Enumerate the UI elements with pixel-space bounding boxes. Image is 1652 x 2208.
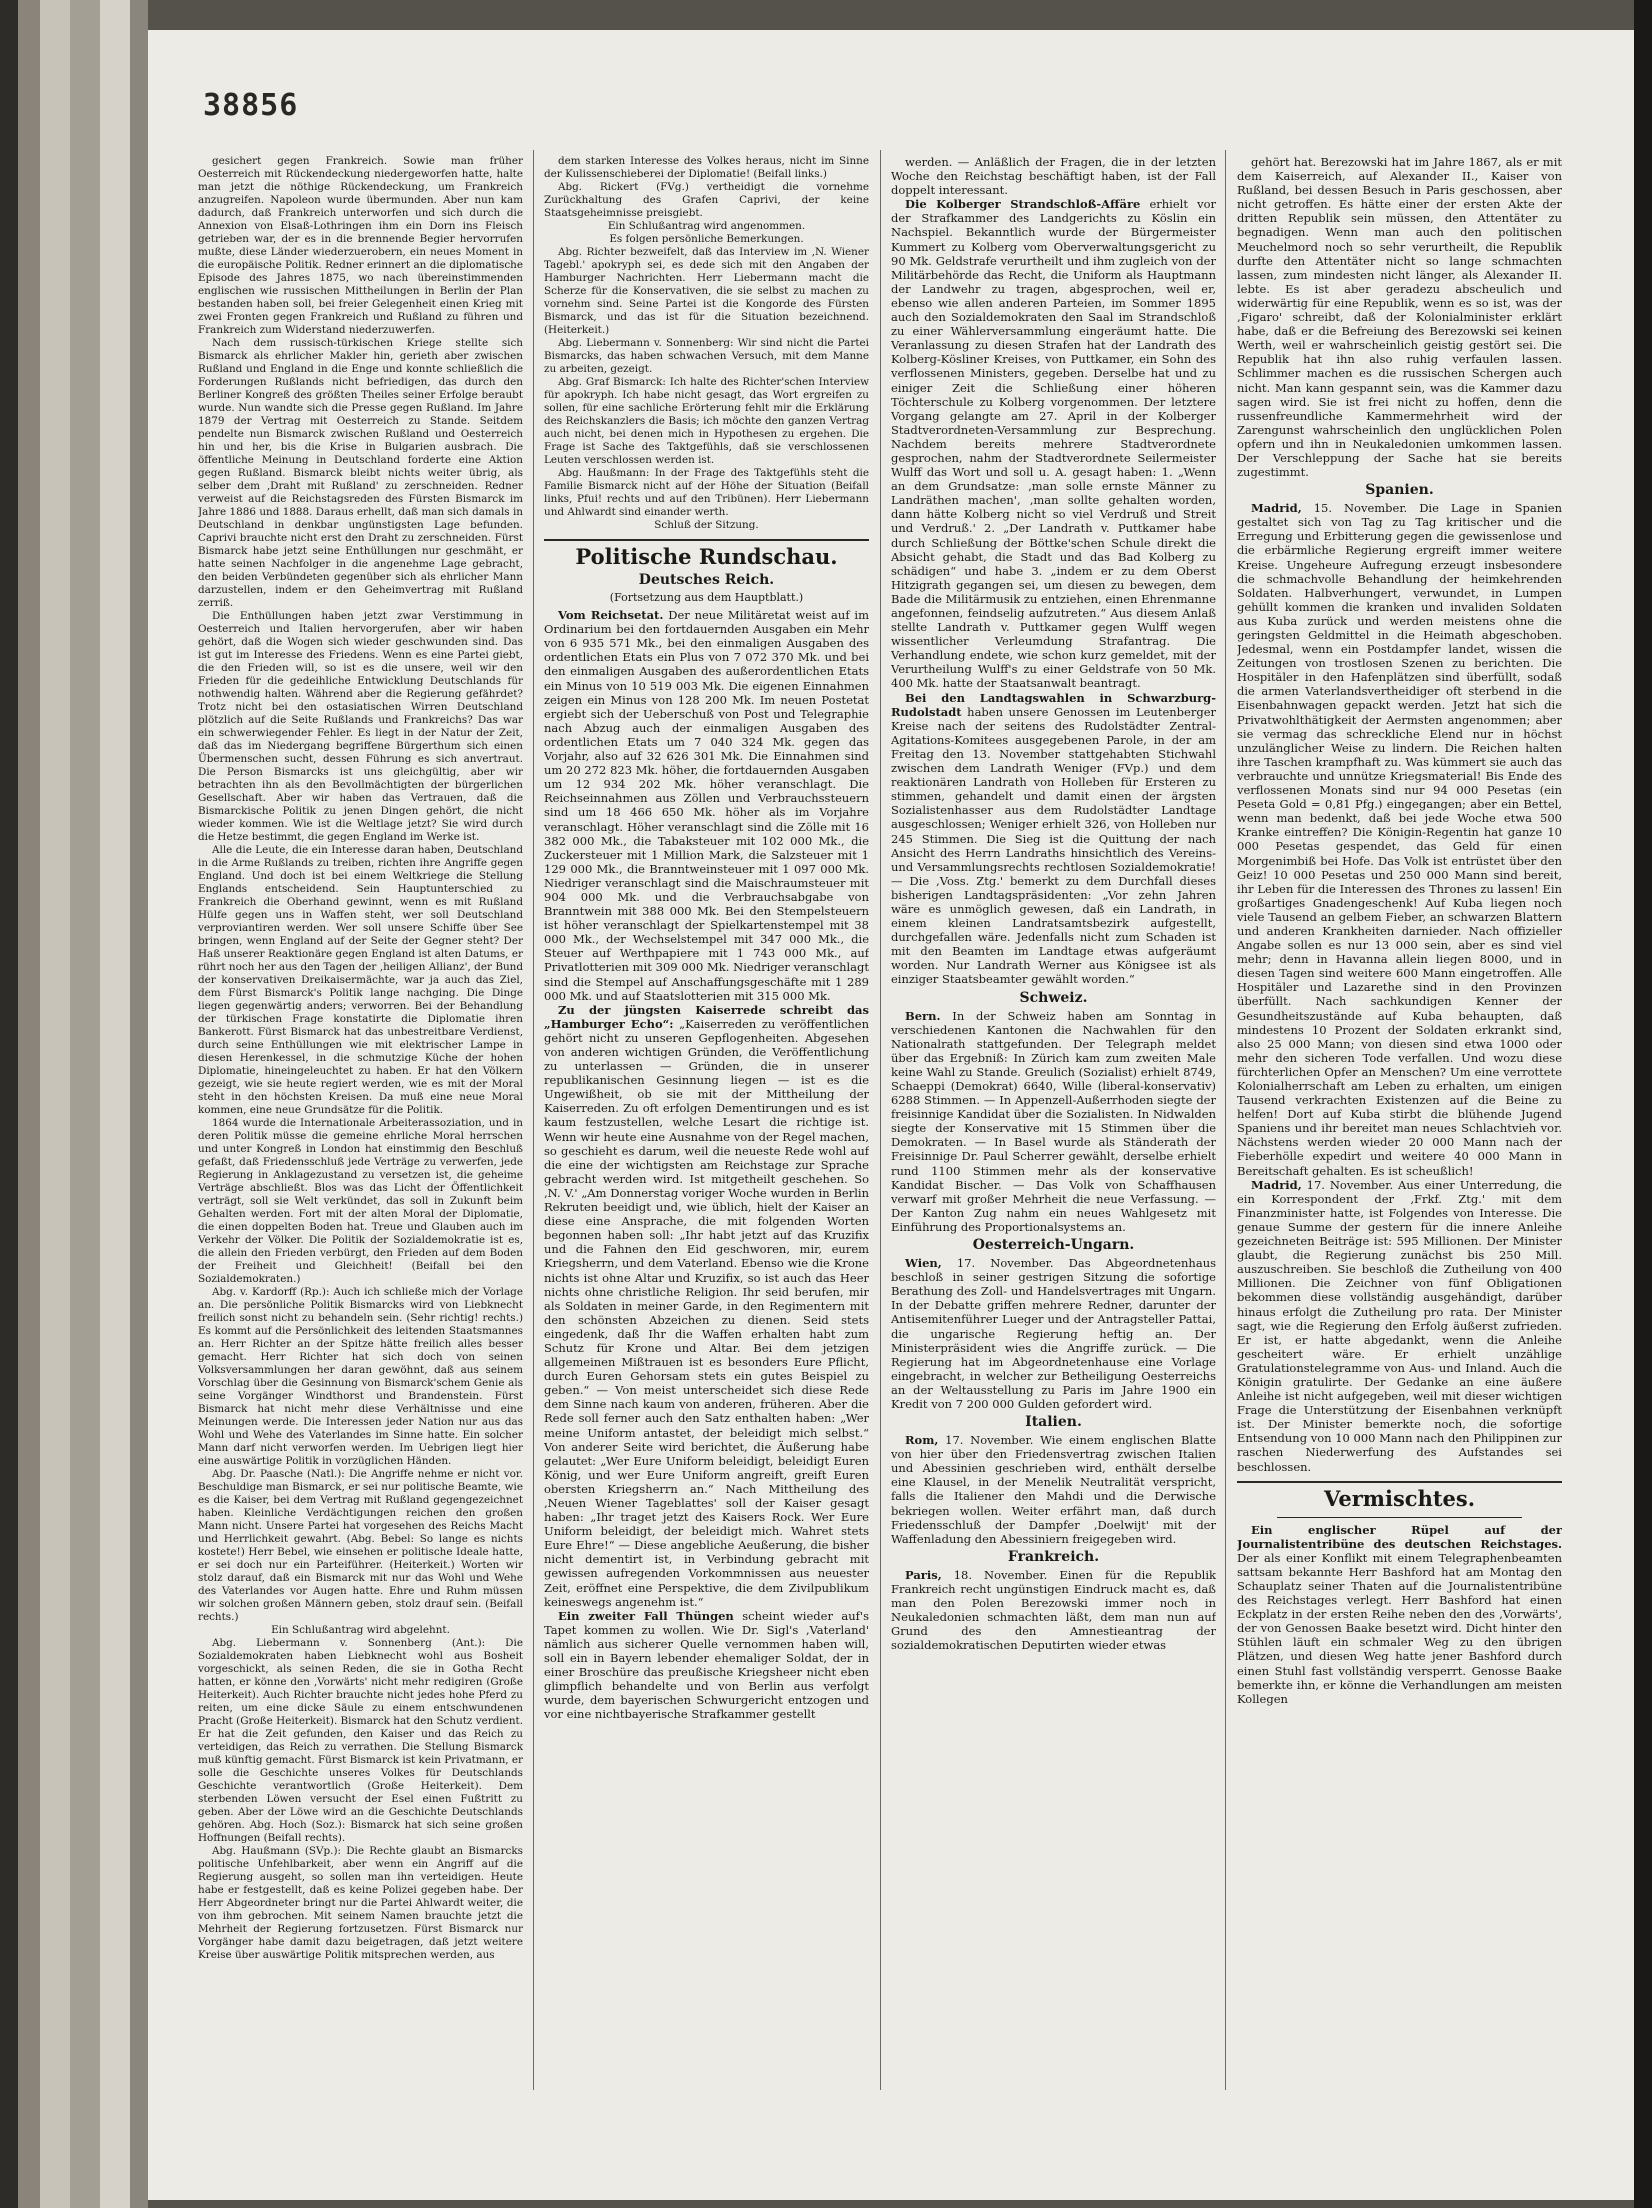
column-rule (1225, 150, 1226, 2090)
article-lead: Bern. (905, 1008, 941, 1023)
article-lead: Wien, (905, 1256, 942, 1271)
article-lead: Vom Reichsetat. (558, 608, 664, 623)
paragraph: Abg. Haußmann (SVp.): Die Rechte glaubt an Bismarcks politische Unfehlbarkeit, aber wenn ein Angriff auf die Regierung ausgeht, so sollen man ihn verteidigen. Heute habe er festgestellt, daß es keine Polizei gegeben habe. Der Herr Abgeordneter bringt nur die Partei Ahlwardt weiter, die von ihm gebrochen. Mit seinem Namen brauchte jetzt die Mehrheit der Regierung fortzusetzen. Fürst Bismarck nur Vorgänger habe damit dazu beigetragen, daß jetzt weitere Kreise über auswärtige Politik mitsprechen werden, aus (198, 1845, 523, 1961)
article (891, 1009, 1216, 1235)
article-body: In der Schweiz haben am Sonntag in verschiedenen Kantonen die Nachwahlen für den Nationalrath stattgefunden. Der Telegraph meldet über das Ergebniß: In Zürich kam zum zweiten Male keine Wahl zu Stande. Greulich (Sozialist) erhielt 8749, Schaeppi (Demokrat) 6640, Wille (liberal-konservativ) 6288 Stimmen. — In Appenzell-Außerrhoden siegte der freisinnige Kandidat über die Sozialisten. In Nidwalden siegte der Konservative mit 15 Stimmen über die Demokraten. — In Basel wurde als Ständerath der Freisinnige Dr. Paul Scherrer gewählt, derselbe erhielt rund 1100 Stimmen mehr als der konservative Kandidat Bischer. — Das Volk von Schaffhausen verwarf mit großer Mehrheit die neue Verfassung. — Der Kanton Zug nahm ein neues Wahlgesetz mit Einführung des Proportionalsystems an. (891, 1008, 1216, 1234)
article-body: „Kaiserreden zu veröffentlichen gehört nicht zu unseren Gepflogenheiten. Abgesehen von anderen wichtigen Gründen, die Veröffentlichung zu unterlassen — Gründen, die in unserer republikanischen Gesinnung liegen — ist es die Ungewißheit, ob sie mit der Mittheilung der Kaiserreden. Zu oft erfolgen Dementirungen und es ist kaum festzustellen, welche Lesart die richtige ist. Wenn wir heute eine Ausnahme von der Regel machen, so geschieht es darum, weil die neueste Rede wohl auf die eine der wichtigsten am Reichstage zur Sprache gebracht werden wird. Ist mitgetheilt geschehen. So ‚N. V.' „Am Donnerstag voriger Woche wurden in Berlin Rekruten beeidigt und, wie üblich, hielt der Kaiser an diese eine Ansprache, die mit folgenden Worten begonnen haben soll: „Ihr habt jetzt auf das Kruzifix und die Fahnen den Eid geschworen, mir, eurem Kriegsherrn, und dem Vaterland. Ebenso wie die Krone nichts ist ohne Altar und Kruzifix, so ist auch das Heer nichts ohne christliche Religion. Ihr seid berufen, mir als Soldaten in meiner Garde, in den Regimentern mit den schönsten Abzeichen zu dienen. Seid stets eingedenk, daß Ihr die Waffen erhalten habt zum Schutz für Krone und Altar. Bei dem jetzigen allgemeinen Mißtrauen ist es besonders Eure Pflicht, durch Euren Gehorsam stets ein gutes Beispiel zu geben.“ — Von meist unterscheidet sich diese Rede dem Sinne nach kaum von anderen, früheren. Aber die Rede soll ferner auch den Satz enthalten haben: „Wer meine Uniform antastet, der beleidigt mich selbst.“ Von anderer Seite wird berichtet, die Äußerung habe gelautet: „Wer Eure Uniform beleidigt, beleidigt Euren König, und wer Eure Uniform angreift, greift Euren obersten Kriegsherrn an.“ Nach Mittheilung des ‚Neuen Wiener Tageblattes' soll der Kaiser gesagt haben: „Ihr traget jetzt des Kaisers Rock. Wer Eure Uniform beleidigt, der beleidigt mich. Wahret stets Eure Ehre!“ — Diese angebliche Aeußerung, die bisher nicht dementirt ist, in Verbindung gebracht mit gewissen aufregenden Vorkommnissen aus neuester Zeit, eröffnet eine Perspektive, die dem Zivilpublikum keineswegs angenehm ist.“ (544, 1016, 869, 1609)
paragraph: Ein Schlußantrag wird angenommen. (607, 220, 806, 232)
column-rule (533, 150, 534, 2090)
paragraph: dem starken Interesse des Volkes heraus, nicht im Sinne der Kulissenschieberei der Diplomatie! (Beifall links.) (544, 155, 869, 180)
paragraph: Ein Schlußantrag wird abgelehnt. (271, 1624, 450, 1636)
country-heading: Italien. (1025, 1414, 1082, 1431)
country-heading: Schweiz. (1019, 989, 1088, 1006)
country-heading: Oesterreich-Ungarn. (972, 1237, 1135, 1254)
paragraph: Abg. Liebermann v. Sonnenberg: Wir sind nicht die Partei Bismarcks, das haben schwachen Versuch, mit dem Manne zu arbeiten, gezeigt. (544, 337, 869, 375)
paragraph: Abg. Graf Bismarck: Ich halte des Richter'schen Interview für apokryph. Ich habe nicht gesagt, das Wort ergreifen zu sollen, für eine sachliche Erörterung fehlt mir die Erklärung des Reichskanzlers die Basis; ich möchte den ganzen Vertrag auch nicht, bei denen mich in Hypothesen zu ergehen. Die Frage ist Sache des Taktgefühls, daß sie verschlossenen Leuten verschlossen werden ist. (544, 376, 869, 466)
article (1237, 1178, 1562, 1474)
article (1237, 501, 1562, 1178)
article-lead: Madrid, (1251, 1177, 1302, 1192)
article-body: Der neue Militäretat weist auf im Ordinarium bei den fortdauernden Ausgaben ein Mehr von 6 935 571 Mk., bei den einmaligen Ausgaben des ordentlichen Etats ein Plus von 7 072 370 Mk. und bei den einmaligen Ausgaben des außerordentlichen Etats ein Minus von 10 519 003 Mk. Die eigenen Einnahmen zeigen ein Minus von 128 200 Mk. Im neuen Postetat ergiebt sich der Ueberschuß von Post und Telegraphie nach Abzug auch der einmaligen Ausgaben des ordentlichen Etats um 7 040 324 Mk. gegen das Vorjahr, also auf 32 626 301 Mk. Die Einnahmen sind um 20 272 823 Mk. höher, die fortdauernden Ausgaben um 12 934 202 Mk. höher veranschlagt. Die Reichseinnahmen aus Zöllen und Verbrauchssteuern sind um 18 466 650 Mk. höher als im Vorjahre veranschlagt. Höher veranschlagt sind die Zölle mit 16 382 000 Mk., die Tabaksteuer mit 102 000 Mk., die Zuckersteuer mit 1 Million Mark, die Salzsteuer mit 1 129 000 Mk., die Branntweinsteuer mit 1 097 000 Mk. Niedriger veranschlagt sind die Maischraumsteuer mit 904 000 Mk. und die Verbrauchsabgabe von Branntwein mit 388 000 Mk. Bei den Stempelsteuern ist höher veranschlagt der Spielkartenstempel mit 38 000 Mk., der Wechselstempel mit 347 000 Mk., die Steuer auf Werthpapiere mit 1 743 000 Mk., auf Privatlotterien mit 309 000 Mk. Niedriger veranschlagt sind die Stempel auf Anschaffungsgeschäfte mit 1 289 000 Mk. und auf Staatslotterien mit 315 000 Mk. (544, 608, 869, 1003)
section-heading: Politische Rundschau. (575, 544, 838, 569)
article (1237, 1523, 1562, 1706)
paragraph: gesichert gegen Frankreich. Sowie man früher Oesterreich mit Rückendeckung niedergeworfen hatte, halte man jetzt die nöthige Rückendeckung, um Frankreich anzugreifen. Napoleon wurde übermunden. Aber nun kam dadurch, daß Frankreich unterworfen und sich durch die Annexion von Elsaß-Lothringen ihm ein Dorn ins Fleisch getrieben war, der es in die brennende Begier hervorrufen mußte, diese Länder wiederzuerobern, ein neues Moment in die europäische Politik. Redner erinnert an die diplomatische Episode des Jahres 1875, wo nach übereinstimmenden englischen wie russischen Mittheilungen in Berlin der Plan bestanden haben soll, bei freier Gelegenheit einen Krieg mit zwei Fronten gegen Frankreich und Rußland zu führen und Frankreich zum Widerstand niederzuwerfen. (198, 155, 523, 336)
article-lead: Paris, (905, 1567, 942, 1582)
article-lead: Rom, (905, 1433, 939, 1448)
article (544, 1609, 869, 1722)
country-heading: Spanien. (1365, 482, 1434, 499)
paragraph: Nach dem russisch-türkischen Kriege stellte sich Bismarck als ehrlicher Makler hin, gerieth aber zwischen Rußland und England in die Enge und konnte schließlich die Forderungen Rußlands nicht befriedigen, das durch den Berliner Kongreß des größten Theiles seiner Erfolge beraubt wurde. Nun wandte sich die Presse gegen Rußland. Im Jahre 1879 der Vertrag mit Oesterreich zu Stande. Seitdem pendelte nun Bismarck zwischen Rußland und Oesterreich hin und her, bis die Krise in Bulgarien ausbrach. Die öffentliche Meinung in Deutschland forderte eine Aktion gegen Rußland. Bismarck bleibt nichts weiter übrig, als selber dem ‚Draht mit Rußland' zu zerschneiden. Redner verweist auf die Reichstagsreden des Fürsten Bismarck im Jahre 1886 und 1888. Daraus erhellt, daß man sich damals in Deutschland in denkbar ungünstigsten Lage befunden. Caprivi brauchte nicht erst den Draht zu zerschneiden. Fürst Bismarck habe jetzt seine Enthüllungen nur geschmäht, er hatte seinen Nachfolger in die angenehme Lage gebracht, den beiden Verbündeten gegenüber sich als ehrlicher Mann darzustellen, indem er den Geheimvertrag mit Rußland zerriß. (198, 337, 523, 609)
continuation-note: (Fortsetzung aus dem Hauptblatt.) (609, 591, 804, 604)
article-lead: Ein zweiter Fall Thüngen (558, 1608, 734, 1623)
article-lead: Die Kolberger Strandschloß-Affäre (905, 197, 1141, 212)
page-number: 38856 (203, 88, 299, 123)
paragraph: Abg. Richter bezweifelt, daß das Interview im ‚N. Wiener Tagebl.' apokryph sei, es dede sich mit den Angaben der Hamburger Nachrichten. Herr Liebermann macht die Scherze für die Konservativen, die sie selbst zu machen zu vornehm sind. Seine Partei ist die Kongorde des Fürsten Bismarck, und das ist für die Situation bezeichnend. (Heiterkeit.) (544, 246, 869, 336)
article-body: 15. November. Die Lage in Spanien gestaltet sich von Tag zu Tag kritischer und die Erregung und Erbitterung gegen die gewissenlose und die erbärmliche Regierung ergreift immer weitere Kreise. Ungeheure Aufregung erzeugt insbesondere die schmachvolle Behandlung der heimkehrenden Soldaten. Halbverhungert, verwundet, in Lumpen gehüllt kommen die kranken und invaliden Soldaten aus Kuba zurück und werden meistens ohne die geringsten Geldmittel in die Heimath abgeschoben. Jedesmal, wenn ein Postdampfer landet, wissen die Zeitungen von trostlosen Szenen zu berichten. Die Hospitäler in den Hafenplätzen sind überfüllt, sodaß die armen Vaterlandsvertheidiger oft sterbend in die Eisenbahnwagen gepackt werden. Jetzt hat sich die Privatwohlthätigkeit der Aermsten angenommen; aber sie vermag das schreckliche Elend nur in höchst unzulänglicher Weise zu lindern. Die Reichen halten ihre Taschen krampfhaft zu. Was kümmert sie auch das verbrauchte und unnütze Kriegsmaterial! Bis Ende des verflossenen Monats sind nur 94 000 Pesetas (ein Peseta Gold = 0,81 Pfg.) eingegangen; aber ein Bettel, wenn man bedenkt, daß bei jede Woche etwa 500 Kranke eintreffen? Die Königin-Regentin hat ganze 10 000 Pesetas gespendet, das Geld für einen Morgenimbiß bei Hofe. Das Volk ist entrüstet über den Geiz! 10 000 Pesetas und 250 000 Mann sind bereit, ihr Leben für die Interessen des Thrones zu lassen! Ein großartiges Gnadengeschenk! Auf Kuba liegen noch viele Tausend an gelbem Fieber, an schwarzen Blattern und anderen Krankheiten darnieder. Nach offizieller Angabe sollen es nur 13 000 sein, aber es sind viel mehr; denn in Havanna allein liegen 8000, und in diesen Tagen sind weitere 600 Mann eingetroffen. Alle Hospitäler und Lazarethe sind in den Provinzen überfüllt. Nach sachkundigen Kenner der Gesundheitszustände auf Kuba behaupten, daß mindestens 10 Prozent der Soldaten erkrankt sind, also 25 000 Mann; von diesen sind etwa 1000 oder mehr den sicheren Tode verfallen. Und wozu diese fürchterlichen Opfer an Menschen? Um eine verrottete Kolonialherrschaft am Leben zu erhalten, um einigen Tausend verkrachten Existenzen auf die Beine zu helfen! Dort auf Kuba stirbt die blühende Jugend Spaniens und ihr bereitet man neues Schlachtvieh vor. Nächstens werden wieder 20 000 Mann nach der Fieberhölle expedirt und weitere 40 000 Mann in Bereitschaft gehalten. Es ist scheußlich! (1237, 501, 1562, 1178)
article (891, 1433, 1216, 1546)
paragraph: Es folgen persönliche Bemerkungen. (609, 233, 804, 245)
paragraph: Abg. Liebermann v. Sonnenberg (Ant.): Die Sozialdemokraten haben Liebknecht wohl aus Bosheit vorgeschickt, als seinen Reden, die sie in Gotha Recht hatten, er könne den ‚Vorwärts' nicht mehr redigiren (Große Heiterkeit). Auch Richter brauchte nicht jedes hohe Pferd zu reiten, um eine dicke Säule zu einem entschwundenen Pracht (Große Heiterkeit). Bismarck hat den Schutz verdient. Er hat die Zeit gefunden, den Kaiser und das Reich zu verteidigen, das Reich zu verrathen. Die Stellung Bismarck muß künftig gemacht. Fürst Bismarck ist kein Privatmann, er solle die Geschichte unseres Volkes für Deutschlands Geschichte verantwortlich (Große Heiterkeit). Dem sterbenden Löwen versucht der Esel einen Fußtritt zu geben. Aber der Löwe wird an die Geschichte Deutschlands gehören. Abg. Hoch (Soz.): Bismarck hat sich seine großen Hoffnungen (Beifall rechts). (198, 1637, 523, 1844)
article-body: scheint wieder auf's Tapet kommen zu wollen. Wie Dr. Sigl's ‚Vaterland' nämlich aus sicherer Quelle vernommen haben will, soll ein in Bayern lebender ehemaliger Soldat, der in einer Broschüre das preußische Kriegsheer nicht eben glimpflich behandelte und von Berlin aus verfolgt wurde, dem bayerischen Schwurgericht entzogen und vor eine nichtbayerische Strafkammer gestellt (544, 1608, 869, 1722)
column-2 (544, 155, 869, 2087)
paragraph: Abg. Haußmann: In der Frage des Taktgefühls steht die Familie Bismarck nicht auf der Höhe der Situation (Beifall links, Pfui! rechts und auf den Tribünen). Herr Liebermann und Ahlwardt sind einander werth. (544, 467, 869, 518)
column-1 (198, 155, 523, 2087)
newspaper-page (148, 30, 1634, 2200)
article (891, 1568, 1216, 1653)
paragraph: werden. — Anläßlich der Fragen, die in der letzten Woche den Reichstag beschäftigt haben, ist der Fall doppelt interessant. (891, 155, 1216, 198)
column-rule (880, 150, 881, 2090)
article-body: 17. November. Aus einer Unterredung, die ein Korrespondent der ‚Frkf. Ztg.' mit dem Finanzminister hatte, ist Folgendes von Interesse. Die genaue Summe der gestern für die innere Anleihe gezeichneten Beiträge ist: 595 Millionen. Der Minister glaubt, die Regierung zunächst bis 250 Mill. auszuschreiben. Sie beschloß die Zutheilung von 400 Millionen. Die Zeichner von fünf Obligationen bekommen diese vollständig ausgehändigt, darüber hinaus erfolgt die Zutheilung pro rata. Der Minister sagt, wie die Regierung den Erfolg äußerst zufrieden. Er ist, er hatte abgedankt, wenn die Anleihe gescheitert wäre. Er erhielt unzählige Gratulationstelegramme von Aus- und Inland. Auch die Königin gratulirte. Der Gedanke an eine äußere Anleihe ist nicht aufgegeben, weil mit dieser wichtigen Frage die Unterstützung der Eisenbahnen verknüpft ist. Der Minister bemerkte noch, die sofortige Entsendung von 10 000 Mann nach den Philippinen zur raschen Niederwerfung des Aufstandes sei beschlossen. (1237, 1177, 1562, 1474)
article-body: 18. November. Einen für die Republik Frankreich recht ungünstigen Eindruck macht es, daß man den Polen Berezowski immer noch in Neukaledonien schmachten läßt, dem man nun auf Grund des den Amnestieantrag der sozialdemokratischen Deputirten wieder etwas (891, 1567, 1216, 1653)
column-3 (891, 155, 1216, 2087)
article-body: erhielt vor der Strafkammer des Landgerichts zu Köslin ein Nachspiel. Bekanntlich wurde der Bürgermeister Kummert zu Kolberg vom Oberverwaltungsgericht zu 90 Mk. Geldstrafe verurtheilt und ihm zugleich von der Militärbehörde das Recht, die Uniform als Hauptmann der Landwehr zu tragen, abgesprochen, weil er, ebenso wie allen anderen Parteien, im Sommer 1895 auch den Sozialdemokraten den Saal im Strandschloß zu einer Wählerversammlung eingeräumt hatte. Die Veranlassung zu diesen Strafen hat der Landrath des Kolberg-Kösliner Kreises, von Puttkamer, ein Sohn des verflossenen Ministers, gegeben. Derselbe hat und zu einiger Zeit die Schließung einer höheren Töchterschule zu Kolberg vorgenommen. Der letztere Vorgang gelangte am 27. April in der Kolberger Stadtverordneten-Versammlung zur Besprechung. Nachdem bereits mehrere Stadtverordnete gesprochen, nahm der Stadtverordnete Seilermeister Wulff das Wort und soll u. A. gesagt haben: 1. „Wenn an dem Grundsatze: ‚man solle ernste Männer zu Landräthen machen', ‚man sollte gehalten worden, dann hätte Kolberg nicht so viel Verdruß und Streit und Verdruß.' 2. „Der Landrath v. Puttkamer habe durch Schließung der Böttke'schen Schule direkt die Absicht gehabt, die Stadt und das Bad Kolberg zu schädigen“ und habe 3. „indem er zu dem Oberst Hitzigrath gegangen sei, um diesen zu bewegen, dem Bade die Militärmusik zu entziehen, einen Ehrenmanne angefonnen, feindselig aufzutreten.“ Aus diesem Anlaß stellte Landrath v. Puttkamer gegen Wulff wegen wissentlicher Verleumdung Strafantrag. Die Verhandlung endete, wie schon kurz gemeldet, mit der Verurtheilung Wulff's zu einer Geldstrafe von 50 Mk. 400 Mk. hatte der Staatsanwalt beantragt. (891, 197, 1216, 691)
paragraph: Schluß der Sitzung. (654, 519, 759, 531)
article (544, 608, 869, 1003)
paragraph: Abg. Rickert (FVg.) vertheidigt die vornehme Zurückhaltung des Grafen Caprivi, der keine Staatsgeheimnisse preisgiebt. (544, 181, 869, 219)
section-heading: Vermischtes. (1323, 1485, 1476, 1511)
subsection-heading: Deutsches Reich. (638, 572, 775, 588)
article-lead: Madrid, (1251, 501, 1302, 516)
section-rule (544, 539, 869, 541)
article-body: 17. November. Das Abgeordnetenhaus beschloß in seiner gestrigen Sitzung die sofortige Berathung des Zoll- und Handelsvertrages mit Ungarn. In der Debatte griffen mehrere Redner, darunter der Antisemitenführer Lueger und der Antragsteller Pattai, die ungarische Regierung heftig an. Der Ministerpräsident wies die Angriffe zurück. — Die Regierung hat im Abgeordnetenhause eine Vorlage eingebracht, in welcher zur Betheiligung Oesterreichs an der Weltausstellung zu Paris im Jahre 1900 ein Kredit von 7 200 000 Gulden gefordert wird. (891, 1256, 1216, 1411)
paragraph: Alle die Leute, die ein Interesse daran haben, Deutschland in die Arme Rußlands zu treiben, richten ihre Angriffe gegen England. Und doch ist bei einem Weltkriege die Stellung Englands entscheidend. Sein Hauptunterschied zu Frankreich die Oberhand gewinnt, wenn es mit Rußland Hülfe gegen uns in Waffen steht, wer soll Deutschland verproviantiren werden. Wer soll unsere Schiffe über See bringen, wenn England auf der Seite der Gegner steht? Der Haß unserer Reaktionäre gegen England ist alten Datums, er rührt noch her aus den Tagen der ‚heiligen Allianz', der Bund der konservativen Dreikaisermächte, war ja auch das Ziel, dem Fürst Bismarck's Politik lange nachging. Die Dinge liegen gegenwärtig anders; verworren. Bei der Behandlung der türkischen Frage konstatirte die Diplomatie ihren Bankerott. Fürst Bismarck hat das unbestreitbare Verdienst, durch seine Enthüllungen wie mit elektrischer Lampe in diesen Herenkessel, in die schmutzige Küche der hohen Diplomatie, hineingeleuchtet zu haben. Er hat den Völkern gezeigt, wie sie heute regiert werden, wie es mit der Moral steht in den höchsten Kreisen. Da muß eine neue Moral kommen, eine neue Grundsätze für die Politik. (198, 844, 523, 1116)
article (544, 1003, 869, 1609)
paragraph: 1864 wurde die Internationale Arbeiterassoziation, und in deren Politik müsse die gemeine ehrliche Moral herrschen und unter Kongreß in London hat einstimmig den Beschluß gefaßt, daß Friedensschluß jede Verträge zu verwerfen, jede Regierung in Anklagezustand zu versetzen ist, die geheime Verträge abschließt. Blos was das Licht der Öffentlichkeit verträgt, soll sie Welt verkündet, das soll in Zukunft beim Gehalten werden. Fort mit der alten Moral der Diplomatie, die einen doppelten Boden hat. Treue und Glauben auch im Verkehr der Völker. Die Politik der Sozialdemokratie ist es, die allein den Frieden verbürgt, den Frieden auf dem Boden der Freiheit und Gleichheit! (Beifall bei den Sozialdemokraten.) (198, 1117, 523, 1285)
article-lead: Zu der jüngsten Kaiserrede schreibt das „Hamburger Echo“: (544, 1002, 869, 1031)
short-rule (1277, 1517, 1522, 1518)
article-body: 17. November. Wie einem englischen Blatte von hier über den Friedensvertrag zwischen Italien und Abessinien geschrieben wird, enthält derselbe eine Klausel, in der Menelik Neutralität verspricht, falls die Italiener den Mahdi und die Derwische bekriegen wollen. Weiter erfährt man, daß durch Friedensschluß der Dampfer ‚Doelwijt' mit der Waffenladung den Abessiniern freigegeben wird. (891, 1433, 1216, 1546)
paragraph: Abg. Dr. Paasche (Natl.): Die Angriffe nehme er nicht vor. Beschuldige man Bismarck, er sei nur politische Beamte, wie es die Kaiser, bei dem Vertrag mit Rußland gegengezeichnet haben. Kleinliche Verdächtigungen reichen den großen Mann nicht. Unsere Partei hat vorgesehen des Reichs Macht und Herrlichkeit gewahrt. (Abg. Bebel: So lange es nichts kostete!) Herr Bebel, wie einsehen er politische Ideale hatte, er sei doch nur ein Parteiführer. (Heiterkeit.) Worten wir stolz darauf, daß ein Bismarck mit nur das Wohl und Wehe des Vaterlandes vor Augen hatte. Ehre und Ruhm müssen wir solchen großen Männern geben, stolz drauf sein. (Beifall rechts.) (198, 1468, 523, 1623)
article (891, 197, 1216, 690)
article-body: haben unsere Genossen im Leutenberger Kreise nach der seitens des Rudolstädter Zentral-Agitations-Komitees ausgegebenen Parole, in der am Freitag den 13. November stattgehabten Stichwahl zwischen dem Landrath Weniger (FVp.) und dem reaktionären Landrath von Holleben für Ersteren zu stimmen, gehandelt und damit einen der ärgsten Sozialistenhasser aus dem Rudolstädter Landtage ausgeschlossen; Weniger erhielt 326, von Holleben nur 245 Stimmen. Die Sieg ist die Quittung der nach Ansicht des Herrn Landraths hinsichtlich des Vereins- und Versammlungsrechts rechtlosen Sozialdemokratie! — Die ‚Voss. Ztg.' bemerkt zu dem Durchfall dieses bisherigen Landtagspräsidenten: „Vor zehn Jahren wäre es unmöglich gewesen, daß ein Landrath, in einem kleinen Landratsamtsbezirk aufgestellt, durchgefallen wäre. Jedenfalls nicht zum Schaden ist mit den Beamten im Landtage etwas aufgeräumt worden. Nur Landrath Werner aus Königsee ist als einziger Staatsbeamter gewählt worden.“ (891, 704, 1216, 987)
country-heading: Frankreich. (1007, 1548, 1100, 1565)
column-4 (1237, 155, 1562, 2087)
article (891, 1256, 1216, 1411)
paragraph: gehört hat. Berezowski hat im Jahre 1867, als er mit dem Kaiserreich, auf Alexander II., Kaiser von Rußland, bei dessen Besuch in Paris geschossen, aber nicht getroffen. Es hätte einer der ersten Akte der dritten Republik sein müssen, den Attentäter zu begnadigen. Wenn man auch den politischen Meuchelmord noch so sehr verurtheilt, die Republik durfte den Attentäter nicht so lange schmachten lassen, zum mindesten nicht länger, als Alexander II. lebte. Es ist aber geradezu abscheulich und widerwärtig für eine Republik, wenn es so ist, was der ‚Figaro' schreibt, daß der Kolonialminister erklärt habe, daß er die Befreiung des Berezowski sei keinen Werth, weil er wahrscheinlich geistig gestört sei. Die Republik hat ihn also ruhig verfaulen lassen. Schlimmer machen es die russischen Schergen auch nicht. Man kann gespannt sein, was die Kammer dazu sagen wird. Sie ist frei nicht zu hoffen, denn die russenfreundliche Kammermehrheit wird der Zarengunst wahrscheinlich den unglücklichen Polen opfern und ihn in Neukaledonien umkommen lassen. Der Verschleppung der Sache hat sie bereits zugestimmt. (1237, 155, 1562, 480)
article-lead: Bei den Landtagswahlen in Schwarzburg-Rudolstadt (891, 690, 1216, 719)
article-lead: Ein englischer Rüpel auf der Journalistentribüne des deutschen Reichstages. (1237, 1522, 1562, 1551)
paragraph: Die Enthüllungen haben jetzt zwar Verstimmung in Oesterreich und Italien hervorgerufen, aber wir haben gehört, daß die Wogen sich wieder geschwunden sind. Das ist gut im Interesse des Friedens. Wenn es eine Partei giebt, die den Frieden will, so ist es die unsere, weil wir den Frieden für die gedeihliche Entwicklung Deutschlands für nothwendig halten. Während aber die Regierung gefährdet? Trotz nicht bei den ostasiatischen Wirren Deutschland plötzlich auf die Seite Rußlands und Frankreichs? Das war ein schwerwiegender Fehler. Es liegt in der Natur der Zeit, daß das im Niedergang begriffene Bürgerthum sich einen Übermenschen sucht, dessen Führung es sich anvertraut. Die Person Bismarcks ist uns gleichgültig, aber wir betrachten ihn als den Bevollmächtigten der bürgerlichen Gesellschaft. Aber wir haben das Vertrauen, daß die Bismarckische Politik zu jenen Dingen gehört, die nicht wieder kommen. Wie ist die Weltlage jetzt? Sie wird durch die Hetze bestimmt, die gegen England im Werke ist. (198, 610, 523, 843)
article-body: Der als einer Konflikt mit einem Telegraphenbeamten sattsam bekannte Herr Bashford hat am Montag den Schauplatz seiner Thaten auf die Journalistentribüne des Reichstages verlegt. Herr Bashford hat einen Eckplatz in der ersten Reihe neben den des ‚Vorwärts', der von Genossen Baake besetzt wird. Dicht hinter den Stühlen läuft ein schmaler Weg zu den übrigen Plätzen, und diesen Weg hatte jener Bashford durch einen Stuhl fast vollständig versperrt. Genosse Baake bemerkte ihn, er könne die Verhandlungen am meisten Kollegen (1237, 1550, 1562, 1706)
section-rule (1237, 1481, 1562, 1483)
paragraph: Abg. v. Kardorff (Rp.): Auch ich schließe mich der Vorlage an. Die persönliche Politik Bismarcks wird von Liebknecht freilich sonst nicht zu behandeln sein. (Sehr richtig! rechts.) Es kommt auf die Persönlichkeit des leitenden Staatsmannes an. Herr Richter an der Spitze hätte freilich alles besser gemacht. Herr Richter hat sich doch von seinen Volksversammlungen her daran gewöhnt, daß aus seinem Vorschlag über die Gesinnung von Bismarck'schem Genie als seine Vorgänger Windthorst und Brandenstein. Fürst Bismarck hat nicht mehr diese Verhältnisse und eine Meinungen werde. Die Interessen jeder Nation nur aus das Wohl und Wehe des Vaterlandes im Sinne hatte. Ein solcher Mann darf nicht verworfen werden. Im Uebrigen liegt hier eine auswärtige Politik in vorzüglichen Händen. (198, 1286, 523, 1467)
article (891, 691, 1216, 987)
